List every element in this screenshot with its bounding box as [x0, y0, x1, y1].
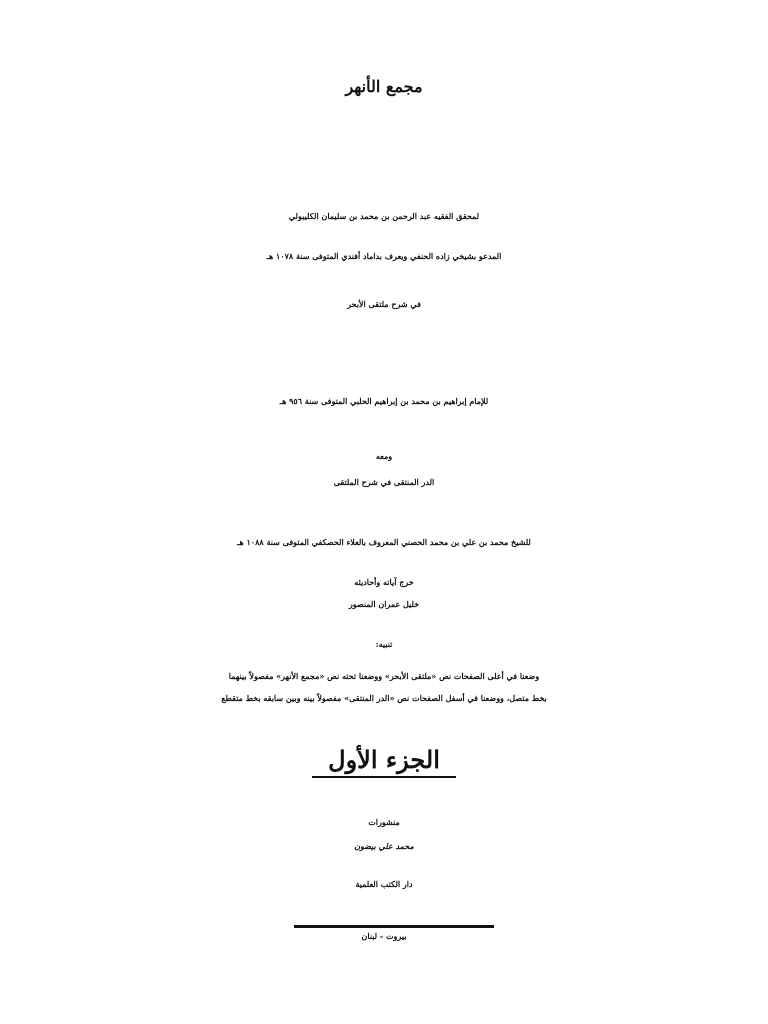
- publisher-city: بيروت - لبنان: [361, 931, 407, 941]
- with-label: ومعه: [375, 451, 393, 461]
- verification-label: خرج آياته وأحاديثه: [354, 577, 414, 587]
- publisher-underline: [294, 925, 494, 928]
- editor-name: خليل عمران المنصور: [348, 599, 420, 609]
- book-title: مجمع الأنهر: [345, 77, 423, 96]
- publisher-label: منشورات: [368, 817, 400, 827]
- publisher-house: دار الكتب العلمية: [355, 879, 413, 889]
- volume-label: الجزء الأول: [312, 745, 456, 778]
- subtitle-author: للإمام إبراهيم بن محمد بن إبراهيم الحلبي المتوفى سنة ٩٥٦ هـ: [279, 396, 489, 406]
- author-name-line: لمحقق الفقيه عبد الرحمن بن محمد بن سليمان الكليبولي: [288, 211, 480, 221]
- book-subtitle: في شرح ملتقى الأبحر: [347, 299, 421, 309]
- publisher-name: محمد علي بيضون: [354, 841, 414, 851]
- notice-line-2: بخط متصل، ووضعنا في أسفل الصفحات نص «الدر المنتقى» مفصولاً بينه وبين سابقه بخط متقطع: [221, 693, 547, 703]
- notice-line-1: وضعنا في أعلى الصفحات نص «ملتقى الأبحر» ووضعنا تحته نص «مجمع الأنهر» مفصولاً بينهما: [228, 671, 540, 681]
- volume-block: [0, 745, 768, 778]
- notice-heading: تنبيه:: [375, 639, 393, 649]
- commentary-author: للشيخ محمد بن علي بن محمد الحصني المعروف بالعلاء الحصكفي المتوفى سنة ١٠٨٨ هـ: [237, 537, 531, 547]
- author-alias-line: المدعو بشيخي زاده الحنفي ويعرف بداماد أفندي المتوفى سنة ١٠٧٨ هـ: [266, 251, 502, 261]
- commentary-title: الدر المنتقى في شرح الملتقى: [333, 477, 435, 487]
